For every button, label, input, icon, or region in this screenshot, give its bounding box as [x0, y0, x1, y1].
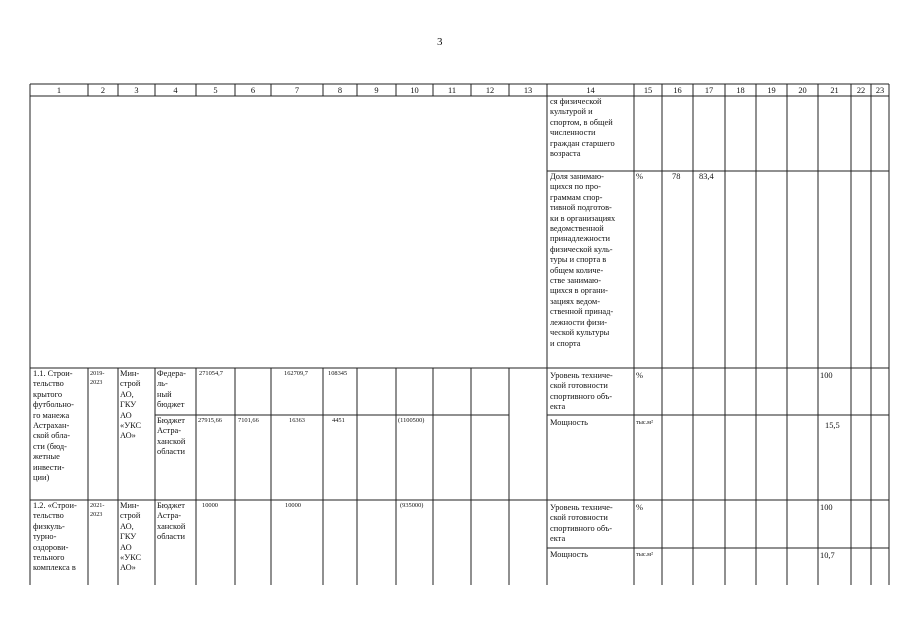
row-1-1-federal-col5: 271054,7	[199, 370, 223, 377]
header-col-12: 12	[485, 86, 495, 95]
indicator-share-col16: 78	[672, 172, 681, 181]
header-col-23: 23	[875, 86, 885, 95]
row-1-2-executor: Мин- строй АО, ГКУ АО «УКС АО»	[120, 501, 142, 573]
header-col-14: 14	[586, 86, 595, 95]
header-col-16: 16	[673, 86, 682, 95]
row-1-2-readiness-unit: %	[636, 503, 643, 512]
page-number: 3	[437, 36, 443, 48]
header-col-3: 3	[134, 86, 139, 95]
header-col-2: 2	[100, 86, 106, 95]
row-1-1-executor: Мин- строй АО, ГКУ АО «УКС АО»	[120, 369, 142, 441]
row-1-1-capacity-unit: тыс.м²	[636, 419, 653, 426]
header-col-19: 19	[767, 86, 776, 95]
row-1-1-regional-col6: 7101,66	[238, 417, 259, 424]
indicator-continued-text: ся физической культурой и спортом, в общей численности граждан старшего возраста	[550, 97, 615, 159]
header-col-9: 9	[374, 86, 379, 95]
row-1-1-regional-col7: 16363	[289, 417, 305, 424]
row-1-2-readiness-col21: 100	[820, 503, 833, 512]
header-col-5: 5	[213, 86, 218, 95]
row-1-1-years: 2019- 2023	[90, 370, 105, 386]
header-col-20: 20	[798, 86, 807, 95]
header-col-1: 1	[56, 86, 62, 95]
row-1-1-regional-col8: 4451	[332, 417, 345, 424]
row-1-1-readiness-col21: 100	[820, 371, 833, 380]
row-1-1-regional-col5: 27915,66	[198, 417, 222, 424]
row-1-1-indicator-capacity: Мощность	[550, 418, 588, 427]
row-1-2-col10: (935000)	[400, 502, 424, 509]
row-1-2-name: 1.2. «Строи- тельство физкуль- турно- оздорови- тельного комплекса в	[33, 501, 77, 573]
row-1-1-source-regional: Бюджет Астра- ханской области	[157, 416, 186, 457]
row-1-2-years: 2021- 2023	[90, 502, 105, 518]
indicator-share-col17: 83,4	[699, 172, 714, 181]
row-1-2-indicator-capacity: Мощность	[550, 550, 588, 559]
row-1-1-federal-col8: 108345	[328, 370, 348, 377]
header-col-15: 15	[643, 86, 653, 95]
row-1-2-col5: 10000	[202, 502, 218, 509]
row-1-2-capacity-col21: 10,7	[820, 551, 835, 560]
row-1-1-readiness-unit: %	[636, 371, 643, 380]
header-col-22: 22	[856, 86, 866, 95]
row-1-1-capacity-col21: 15,5	[825, 421, 840, 430]
row-1-2-col7: 10000	[285, 502, 301, 509]
row-1-1-indicator-readiness: Уровень техниче- ской готовности спортивного объ- екта	[550, 371, 613, 412]
row-1-1-name: 1.1. Строи- тельство крытого футбольно- го манежа Астрахан- ской обла- сти (бюд- жетные инвести- ции)	[33, 369, 74, 483]
header-col-11: 11	[447, 86, 457, 95]
header-col-18: 18	[736, 86, 745, 95]
row-1-1-regional-col10: (1100500)	[398, 417, 425, 424]
header-col-6: 6	[250, 86, 256, 95]
header-col-4: 4	[173, 86, 178, 95]
header-col-21: 21	[830, 86, 839, 95]
row-1-2-source-regional: Бюджет Астра- ханской области	[157, 501, 186, 542]
header-col-7: 7	[294, 86, 300, 95]
row-1-2-indicator-readiness: Уровень техниче- ской готовности спортивного объ- екта	[550, 503, 613, 544]
indicator-share-unit: %	[636, 172, 643, 181]
header-col-8: 8	[337, 86, 343, 95]
header-col-13: 13	[523, 86, 533, 95]
row-1-1-federal-col7: 162709,7	[284, 370, 308, 377]
header-col-17: 17	[704, 86, 714, 95]
indicator-share-text: Доля занимаю- щихся по про- граммам спор- тивной подготов- ки в организациях ведомственной принадлежности физической куль- туры и спорта в общем количе- стве занимаю- щихся в органи- зациях ведом- ственной принад- лежности физи- ческой культуры и спорта	[550, 172, 616, 348]
row-1-1-source-federal: Федера- ль- ный бюджет	[157, 369, 186, 410]
header-col-10: 10	[410, 86, 419, 95]
row-1-2-capacity-unit: тыс.м²	[636, 551, 653, 558]
